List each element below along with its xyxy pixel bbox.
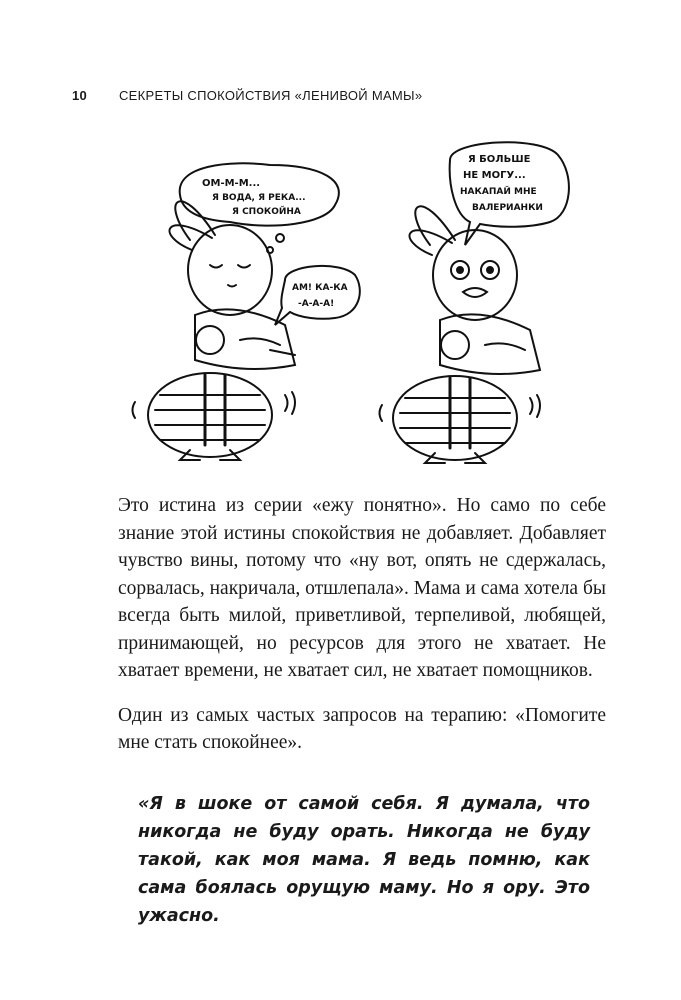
thought-line-3: Я СПОКОЙНА — [232, 207, 301, 217]
baby-speech-bubble — [275, 266, 360, 325]
speech-line-3: НАКАПАЙ МНЕ — [460, 187, 537, 197]
thought-line-2: Я ВОДА, Я РЕКА... — [212, 193, 306, 203]
page-number: 10 — [72, 88, 88, 103]
running-header — [72, 88, 612, 103]
speech-line-2: НЕ МОГУ... — [463, 170, 526, 181]
paragraph: Это истина из серии «ежу понятно». Но само по себе знание этой истины спокойствия не добавляет. Добавляет чувство вины, потому что «ну вот, опять не сдержалась, сорвалась, накричала, отшлепала». Мама и сама хотела бы всегда быть милой, приветливой, терпеливой, любящей, принимающей, но ресурсов для этого не хватает. Не хватает времени, не хватает сил, не хватает помощников. — [118, 495, 606, 681]
thought-line-1: ОМ-М-М... — [202, 178, 261, 189]
speech-line-4: ВАЛЕРИАНКИ — [472, 203, 543, 213]
cartoon-illustration — [120, 140, 580, 480]
baby-line-1: АМ! КА-КА — [292, 283, 348, 293]
speech-line-1: Я БОЛЬШЕ — [468, 154, 531, 165]
calm-mother-figure — [133, 201, 296, 460]
body-text — [118, 492, 606, 774]
running-title: СЕКРЕТЫ СПОКОЙСТВИЯ «ЛЕНИВОЙ МАМЫ» — [118, 88, 423, 103]
baby-line-2: -А-А-А! — [298, 299, 335, 309]
stressed-mother-figure — [380, 206, 541, 463]
paragraph: Один из самых частых запросов на терапию: «Помогите мне стать спокойнее». — [118, 704, 606, 753]
quote-block: «Я в шоке от самой себя. Я думала, что никогда не буду орать. Никогда не буду такой, как моя мама. Я ведь помню, как сама боялась орущую маму. Но я ору. Это ужасно. — [138, 794, 590, 926]
